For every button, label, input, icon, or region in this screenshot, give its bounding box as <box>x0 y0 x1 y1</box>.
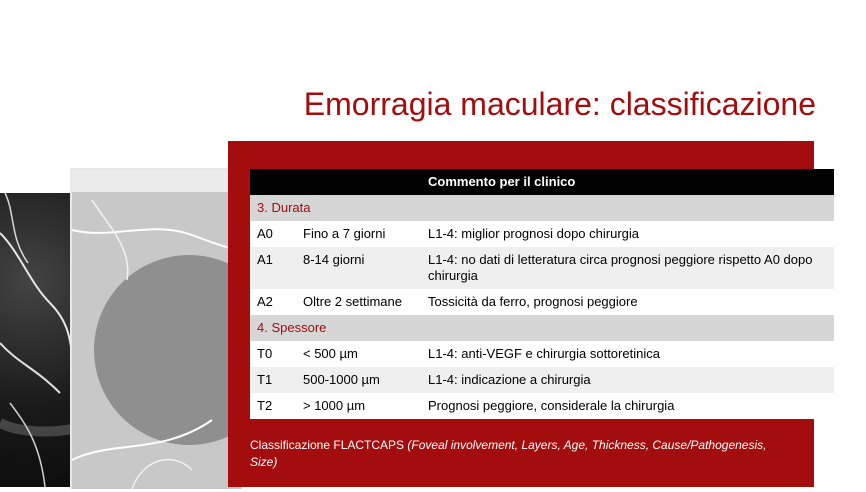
slide-caption <box>250 437 770 471</box>
row-label: Fino a 7 giorni <box>296 221 421 247</box>
section-row-spessore <box>250 315 834 341</box>
flactcaps-classification-table <box>250 169 834 419</box>
row-code: T2 <box>250 393 296 419</box>
table-header-row <box>250 169 834 195</box>
header-cell-label <box>296 169 421 195</box>
section-title: 3. Durata <box>250 195 834 221</box>
row-code: A0 <box>250 221 296 247</box>
retina-angiography-image-center <box>70 168 242 489</box>
retina-angiography-image-left <box>0 193 72 487</box>
header-cell-code <box>250 169 296 195</box>
row-code: A2 <box>250 289 296 315</box>
caption-italic: (Foveal involvement, Layers, Age, Thickness, Cause/Pathogenesis, Size) <box>250 438 767 469</box>
table-row <box>250 393 834 419</box>
table-row <box>250 289 834 315</box>
row-label: 8-14 giorni <box>296 247 421 289</box>
table-row <box>250 221 834 247</box>
section-row-durata <box>250 195 834 221</box>
vessel-pattern-center <box>72 170 242 489</box>
vessel-pattern-left <box>0 193 72 487</box>
table-row <box>250 247 834 289</box>
caption-prefix: Classificazione FLACTCAPS <box>250 438 408 452</box>
row-comment: L1-4: indicazione a chirurgia <box>421 367 834 393</box>
row-comment: L1-4: anti-VEGF e chirurgia sottoretinica <box>421 341 834 367</box>
row-label: 500-1000 µm <box>296 367 421 393</box>
row-comment: Tossicità da ferro, prognosi peggiore <box>421 289 834 315</box>
slide-title: Emorragia maculare: classificazione <box>303 86 816 122</box>
header-cell-comment: Commento per il clinico <box>421 169 834 195</box>
row-label: > 1000 µm <box>296 393 421 419</box>
row-comment: Prognosi peggiore, considerale la chirurgia <box>421 393 834 419</box>
table-row <box>250 341 834 367</box>
row-code: T0 <box>250 341 296 367</box>
row-code: T1 <box>250 367 296 393</box>
row-comment: L1-4: miglior prognosi dopo chirurgia <box>421 221 834 247</box>
row-label: Oltre 2 settimane <box>296 289 421 315</box>
row-label: < 500 µm <box>296 341 421 367</box>
row-code: A1 <box>250 247 296 289</box>
section-title: 4. Spessore <box>250 315 834 341</box>
table-row <box>250 367 834 393</box>
row-comment: L1-4: no dati di letteratura circa prognosi peggiore rispetto A0 dopo chirurgia <box>421 247 834 289</box>
